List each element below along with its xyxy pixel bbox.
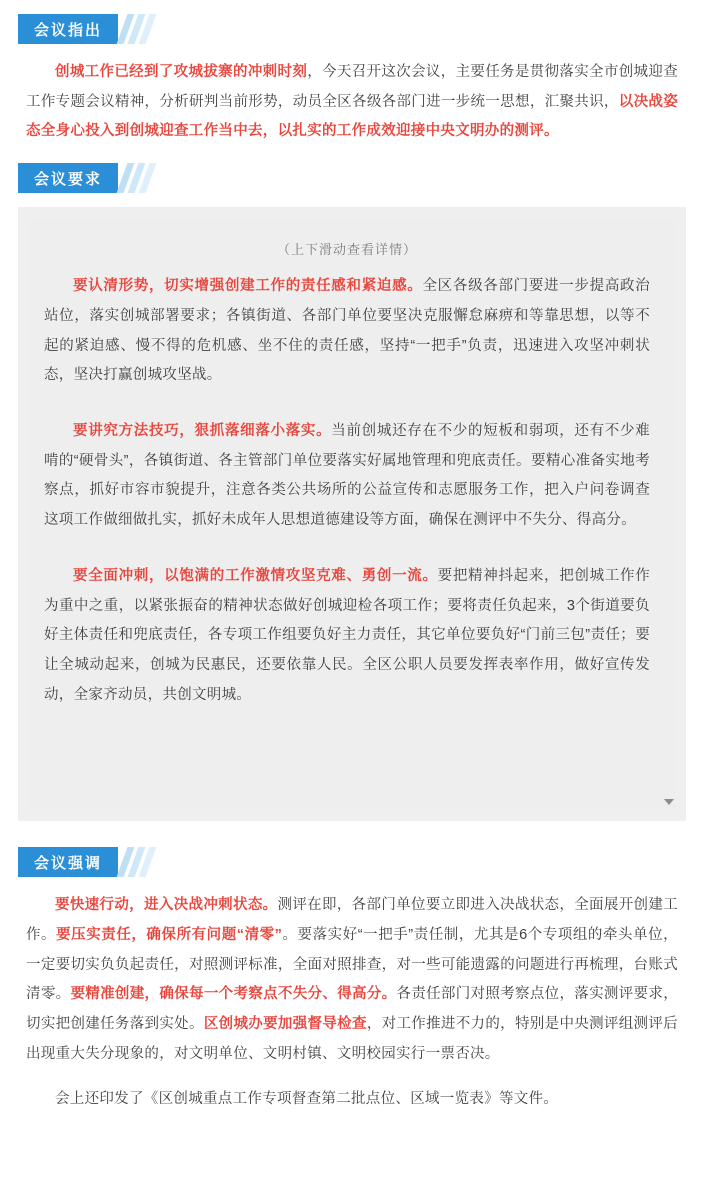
highlight-text: 要全面冲刺，以饱满的工作激情攻坚克难、勇创一流。 xyxy=(73,567,438,584)
stripe-decoration-icon xyxy=(122,847,155,877)
plain-text: 会上还印发了《区创城重点工作专项督查第二批点位、区域一览表》等文件。 xyxy=(55,1091,559,1108)
plain-text: 当前创城还存在不少的短板和弱项，还有不少难啃的“硬骨头”，各镇街道、各主管部门单位要落实好属地管理和兜底责任。要精心准备实地考察点，抓好市容市貌提升，注意各类公共场所的公益宣传和志愿服务工作，把入户问卷调查这项工作做细做扎实，抓好未成年人思想道德建设等方面，确保在测评中不失分、得高分。 xyxy=(44,423,650,529)
paragraph xyxy=(26,891,678,1069)
highlight-text: 要讲究方法技巧，狠抓落细落小落实。 xyxy=(73,423,332,440)
stripe-decoration-icon xyxy=(122,163,155,193)
highlight-text: 要认清形势，切实增强创建工作的责任感和紧迫感。 xyxy=(73,278,423,295)
paragraph xyxy=(44,562,650,711)
highlight-text: 创城工作已经到了攻城拔寨的冲刺时刻 xyxy=(55,64,308,80)
scroll-hint-label: （上下滑动查看详情） xyxy=(276,242,417,258)
section-header-3 xyxy=(18,847,686,877)
plain-text: 。要落实好“一把手”责任制，尤其是6个专项组的牵头单位，一定要切实负负起责任，对照测评标准，全面对照排查，对一些可能遗露的问题进行再梳理，台账式清零。 xyxy=(26,926,678,1003)
scroll-down-arrow-icon[interactable] xyxy=(664,799,674,805)
paragraph xyxy=(44,272,650,391)
paragraph xyxy=(26,58,678,147)
section-title-1: 会议指出 xyxy=(18,14,118,44)
plain-text: 全区各级各部门要进一步提高政治站位，落实创城部署要求；各镇街道、各部门单位要坚决克服懈怠麻痹和等靠思想，以等不起的紧迫感、慢不得的危机感、坐不住的责任感，坚持“一把手”负责，迅速进入攻坚冲刺状态，坚决打赢创城攻坚战。 xyxy=(44,278,651,384)
paragraph xyxy=(44,417,650,536)
plain-text: 要把精神抖起来，把创城工作作为重中之重，以紧张振奋的精神状态做好创城迎检各项工作；要将责任负起来，3个街道要负好主体责任和兜底责任，各专项工作组要负好主力责任，其它单位要负好“门前三包”责任；要让全城动起来，创城为民惠民，还要依靠人民。全区公职人员要发挥表率作用，做好宣传发动，全家齐动员，共创文明城。 xyxy=(44,567,650,703)
stripe-decoration-icon xyxy=(122,14,155,44)
paragraph xyxy=(26,1085,678,1115)
highlight-text: 以决战姿态全身心投入到创城迎查工作当中去，以扎实的工作成效迎接中央文明办的测评。 xyxy=(26,93,679,140)
scrollable-panel xyxy=(18,207,686,821)
plain-text: ，今天召开这次会议，主要任务是贯彻落实全市创城迎查工作专题会议精神，分析研判当前形势，动员全区各级各部门进一步统一思想，汇聚共识， xyxy=(26,64,678,110)
section-body-1 xyxy=(18,58,686,147)
section-title-2: 会议要求 xyxy=(18,163,118,193)
plain-text: 各责任部门对照考察点位，落实测评要求，切实把创建任务落到实处。 xyxy=(26,986,678,1033)
section-header-2 xyxy=(18,163,686,193)
highlight-text: 区创城办要加强督导检查 xyxy=(203,1016,367,1033)
highlight-text: 要压实责任，确保所有问题“清零” xyxy=(56,926,283,943)
section-body-3 xyxy=(18,891,686,1115)
highlight-text: 要快速行动，进入决战冲刺状态。 xyxy=(55,897,278,914)
plain-text: 测评在即，各部门单位要立即进入决战状态，全面展开创建工作。 xyxy=(26,897,678,943)
highlight-text: 要精准创建，确保每一个考察点不失分、得高分。 xyxy=(70,986,397,1003)
plain-text: ，对工作推进不力的，特别是中央测评组测评后出现重大失分现象的，对文明单位、文明村镇、文明校园实行一票否决。 xyxy=(26,1016,678,1062)
scroll-content-area[interactable] xyxy=(30,219,676,809)
section-title-3: 会议强调 xyxy=(18,847,118,877)
section-header-1 xyxy=(18,14,686,44)
